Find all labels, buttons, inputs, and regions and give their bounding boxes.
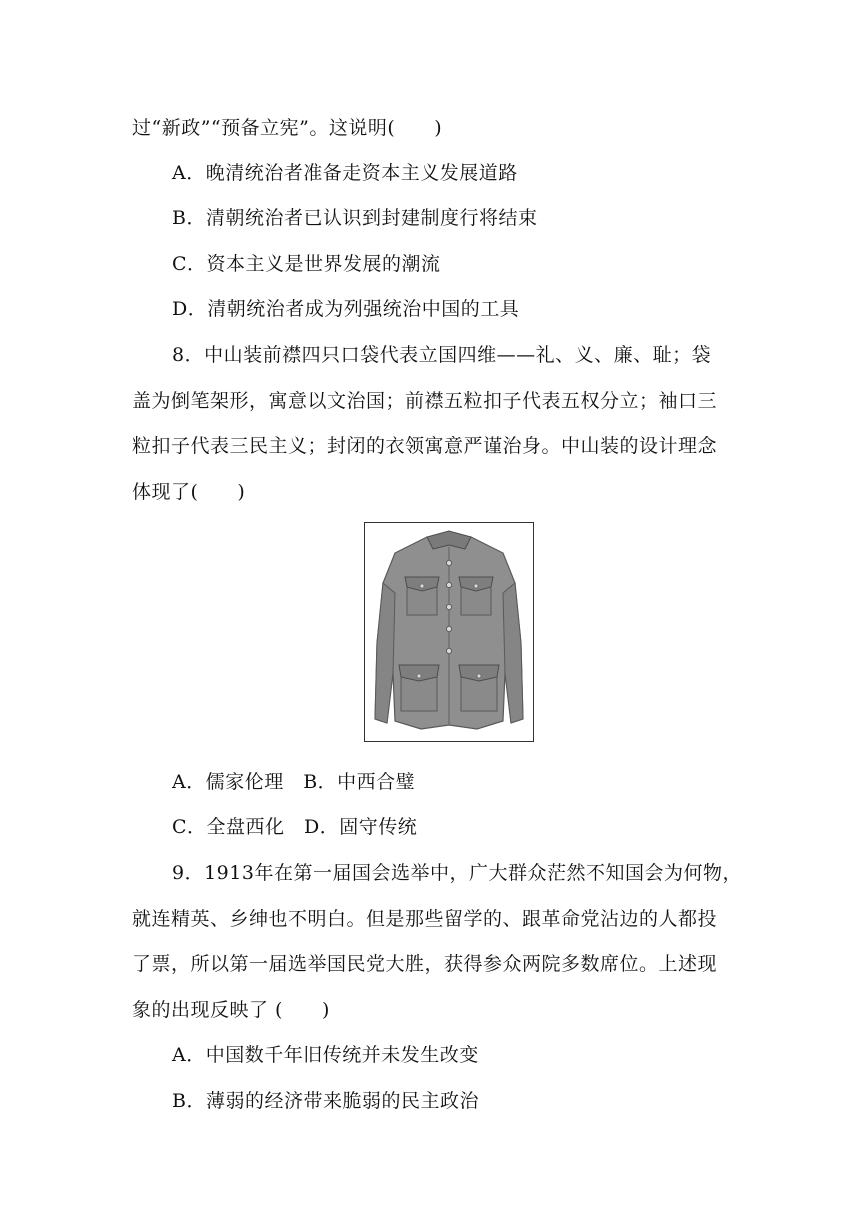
- zhongshan-suit-figure: [364, 522, 534, 742]
- zhongshan-suit-jacket-icon: [365, 523, 532, 740]
- q7-option-b: B．清朝统治者已认识到封建制度行将结束: [172, 207, 538, 229]
- q9-stem-line-3: 了票，所以第一届选举国民党大胜，获得参众两院多数席位。上述现: [132, 953, 718, 975]
- q7-option-c: C．资本主义是世界发展的潮流: [172, 253, 441, 275]
- q9-option-a: A．中国数千年旧传统并未发生改变: [172, 1044, 479, 1066]
- q8-stem-line-3: 粒扣子代表三民主义；封闭的衣领寓意严谨治身。中山装的设计理念: [132, 435, 718, 457]
- q9-stem-line-1: 9．1913年在第一届国会选举中，广大群众茫然不知国会为何物，: [172, 862, 742, 884]
- q8-options-row-1: A．儒家伦理 B．中西合璧: [172, 771, 416, 793]
- q8-stem-line-1: 8．中山装前襟四只口袋代表立国四维——礼、义、廉、耻；袋: [172, 344, 712, 366]
- q8-options-row-2: C．全盘西化 D．固守传统: [172, 816, 418, 838]
- q7-option-a: A．晚清统治者准备走资本主义发展道路: [172, 162, 518, 184]
- q7-option-d: D．清朝统治者成为列强统治中国的工具: [172, 298, 520, 320]
- q8-stem-line-4: 体现了( ): [132, 481, 246, 503]
- q9-stem-line-2: 就连精英、乡绅也不明白。但是那些留学的、跟革命党沾边的人都投: [132, 908, 718, 930]
- q9-option-b: B．薄弱的经济带来脆弱的民主政治: [172, 1090, 479, 1112]
- q9-stem-line-4: 象的出现反映了 ( ): [132, 999, 330, 1021]
- q7-stem-tail: 过“新政”“预备立宪”。这说明( ): [132, 117, 443, 139]
- q8-stem-line-2: 盖为倒笔架形，寓意以文治国；前襟五粒扣子代表五权分立；袖口三: [132, 390, 718, 412]
